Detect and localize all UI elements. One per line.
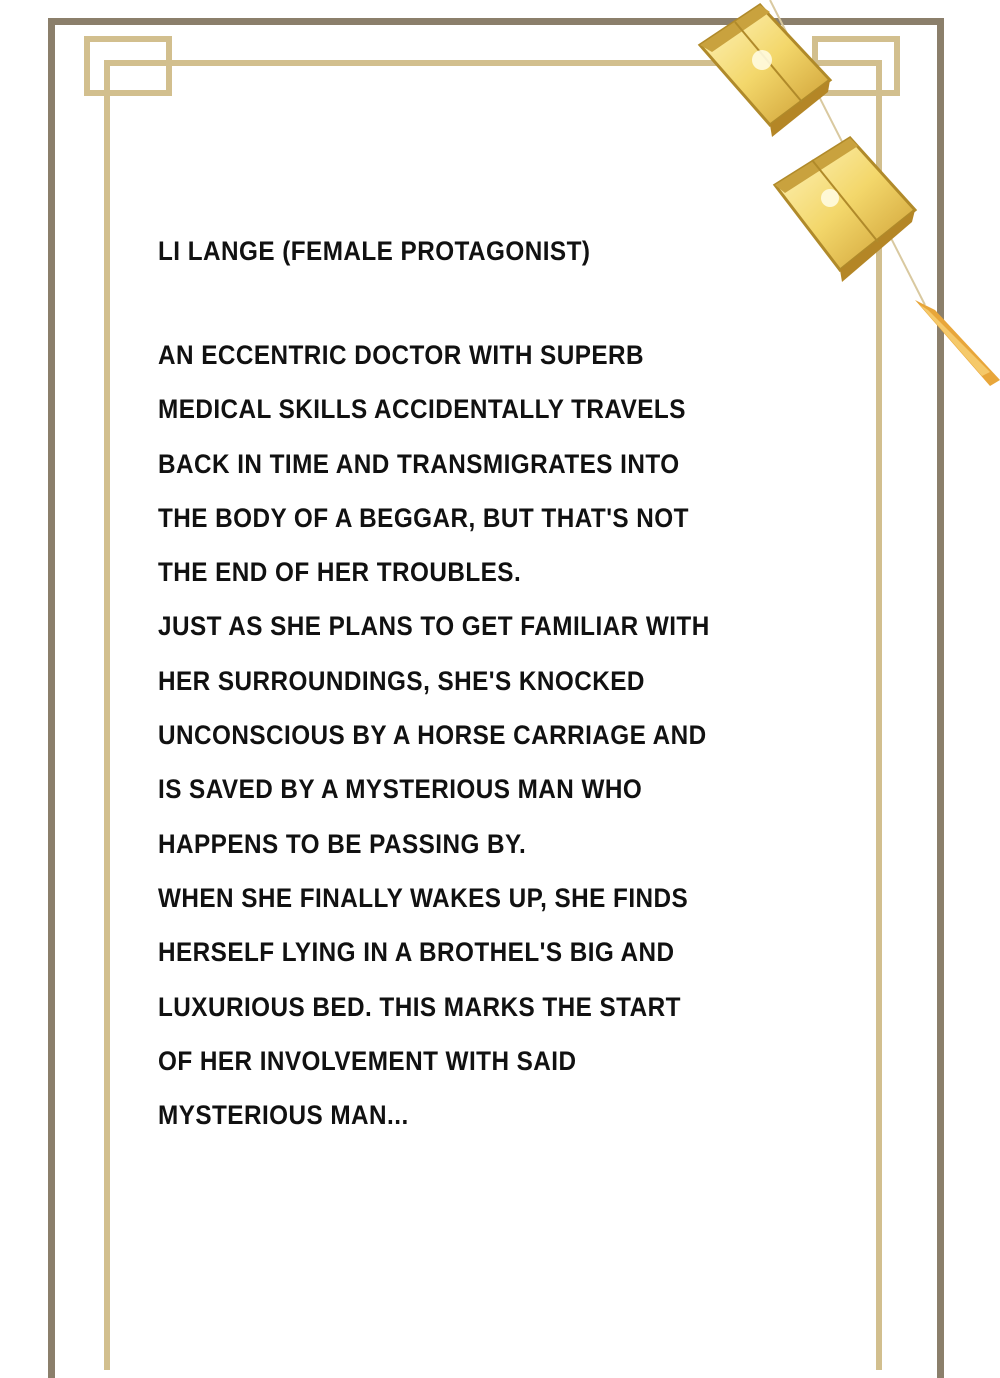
description-line: JUST AS SHE PLANS TO GET FAMILIAR WITH <box>158 611 710 642</box>
description-line: BACK IN TIME AND TRANSMIGRATES INTO <box>158 448 680 479</box>
description-line: MYSTERIOUS MAN... <box>158 1100 409 1131</box>
tassel-icon <box>915 300 1000 386</box>
description-line: HER SURROUNDINGS, SHE'S KNOCKED <box>158 665 645 696</box>
description-line: HAPPENS TO BE PASSING BY. <box>158 828 527 859</box>
description-line: OF HER INVOLVEMENT WITH SAID <box>158 1045 577 1076</box>
character-title: LI LANGE (FEMALE PROTAGONIST) <box>158 236 591 266</box>
description-line: WHEN SHE FINALLY WAKES UP, SHE FINDS <box>158 882 689 913</box>
character-description <box>158 228 798 1142</box>
corner-ornament-left <box>84 36 172 96</box>
description-line: LUXURIOUS BED. THIS MARKS THE START <box>158 991 681 1022</box>
description-line: HERSELF LYING IN A BROTHEL'S BIG AND <box>158 937 675 968</box>
description-line: THE END OF HER TROUBLES. <box>158 557 522 588</box>
description-line: MEDICAL SKILLS ACCIDENTALLY TRAVELS <box>158 394 686 425</box>
description-line: IS SAVED BY A MYSTERIOUS MAN WHO <box>158 774 643 805</box>
description-line: UNCONSCIOUS BY A HORSE CARRIAGE AND <box>158 720 707 751</box>
description-line: THE BODY OF A BEGGAR, BUT THAT'S NOT <box>158 502 689 533</box>
lantern-icon <box>700 5 830 137</box>
description-line: AN ECCENTRIC DOCTOR WITH SUPERB <box>158 340 645 370</box>
